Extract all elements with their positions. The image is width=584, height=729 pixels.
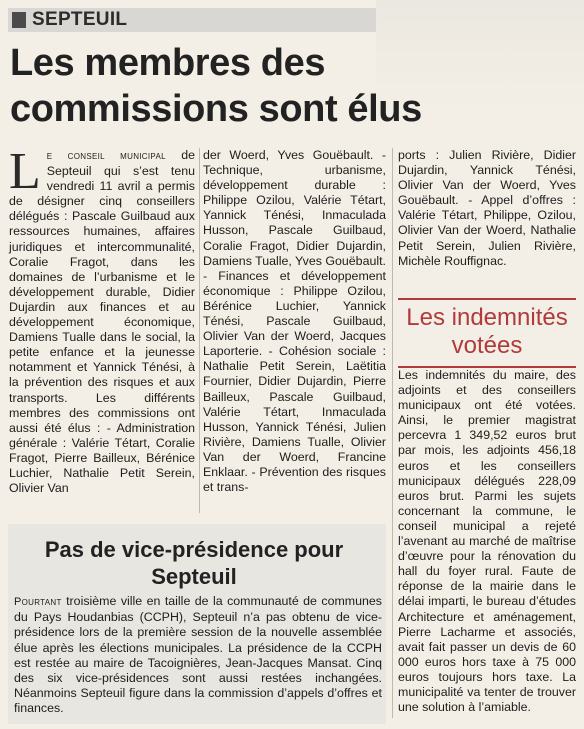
article-column-2 xyxy=(203,148,386,495)
section-marker xyxy=(12,12,26,28)
headline: Les membres des commissions sont élus xyxy=(10,42,422,130)
box-title: Pas de vice-présidence pour Septeuil xyxy=(44,537,344,589)
article-column-3 xyxy=(398,148,576,269)
article-text: de Septeuil qui s’est tenu vendredi 11 avril a permis de désigner cinq conseillers délégués : Pascale Guilbaud aux ressources humaines, affaires juridiques et intercommunalité, Coralie Fragot, dans les domaines de l’urbanisme et le développement durable, Didier Dujardin aux finances et au développement économique, Damiens Tualle dans le social, la petite enfance et la jeunesse notamment et Yannick Ténési, à la prévention des risques et aux transports. Les différents membres des commissions ont aussi été élus : - Administration générale : Valérie Tétart, Coralie Fragot, Pierre Bailleux, Bérénice Luchier, Nathalie Petit Serein, Olivier Van xyxy=(9,148,195,496)
subhead-indemnites: Les indemnités votées xyxy=(398,298,576,368)
column-rule xyxy=(199,148,200,513)
box-body: troisième ville en taille de la communauté de communes du Pays Houdanbias (CCPH), Septeuil n’a pas obtenu de vice-présidence lors de la première session de la nouvelle assemblée élue après les élections municipales. La présidence de la CCPH est restée au maire de Tacoignières, Jean-Jacques Mansat. Cinq des six vice-présidences sont aussi restées inchangées. Néanmoins Septeuil figure dans la commission d’appels d’offres et finances. xyxy=(14,594,382,716)
article-text: ports : Julien Rivière, Didier Dujardin, Yannick Ténési, Olivier Van der Woerd, Yves Gouëbault. - Appel d’offres : Valérie Tétart, Philippe, Ozilou, Olivier Van der Woerd, Nathalie Petit Serein, Julien Rivière, Michèle Rouffignac. xyxy=(398,148,576,268)
section-kicker: SEPTEUIL xyxy=(32,9,128,30)
indemnites-text xyxy=(398,368,576,715)
column-rule xyxy=(392,148,393,718)
dropcap: L xyxy=(9,143,41,200)
article-text: Les indemnités du maire, des adjoints et des conseillers municipaux ont été votées. Ainsi, le premier magistrat percevra 1 349,52 euros brut par mois, les adjoints 456,18 euros et les conseillers municipaux délégués 228,09 euros brut. Parmi les sujets concernant la commune, le conseil municipal a rejeté l’avenant au marché de maîtrise d’œuvre pour la rénovation du hall du foyer rural. Faute de réponse de la mairie dans le délai imparti, le bureau d’études Architecture et aménagement, Pierre Lacharme et associés, avait fait passer un devis de 60 000 euros hors taxe à 75 000 euros toujours hors taxe. La municipalité va tenter de trouver une solution à l’amiable. xyxy=(398,368,576,715)
article-column-1 xyxy=(9,143,195,496)
lead-in: e conseil municipal xyxy=(46,150,166,162)
box-lead-in: Pourtant xyxy=(14,596,62,608)
box-text xyxy=(14,594,382,717)
article-text: der Woerd, Yves Gouëbault. - Technique, urbanisme, développement durable : Philippe Ozilou, Valérie Tétart, Yannick Ténési, Inmaculada Husson, Pascale Guilbaud, Coralie Fragot, Didier Dujardin, Damiens Tualle, Yves Gouëbault. - Finances et développement économique : Philippe Ozilou, Bérénice Luchier, Yannick Ténési, Pascale Guilbaud, Olivier Van der Woerd, Jacques Laporterie. - Cohésion sociale : Nathalie Petit Serein, Laëtitia Fournier, Didier Dujardin, Pierre Bailleux, Pascale Guilbaud, Valérie Tétart, Inmaculada Husson, Yannick Ténési, Julien Rivière, Damiens Tualle, Olivier Van der Woerd, Francine Enklaar. - Prévention des risques et trans- xyxy=(203,148,386,495)
